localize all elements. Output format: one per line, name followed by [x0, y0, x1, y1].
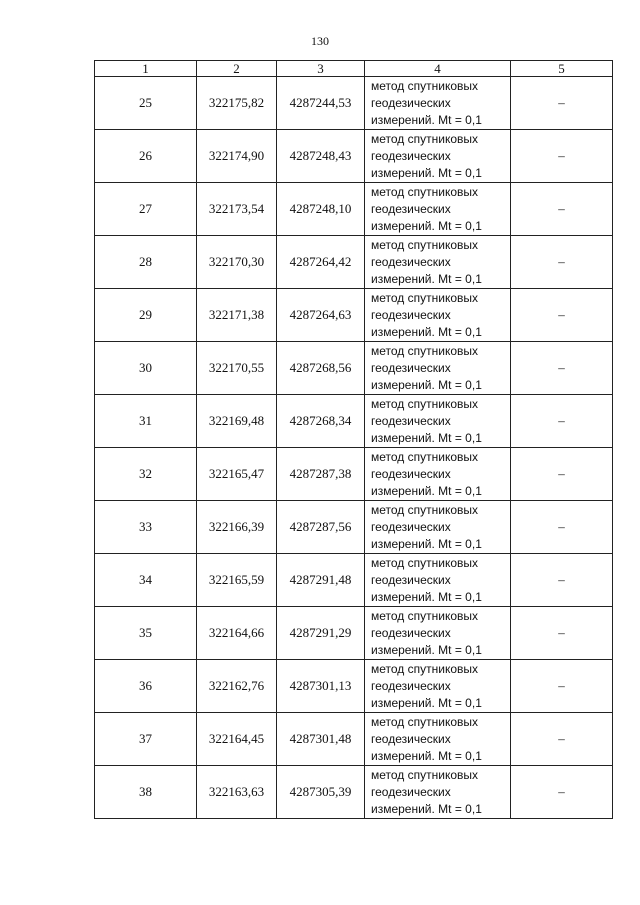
note-cell: – [511, 77, 613, 130]
point-number-cell: 35 [95, 607, 197, 660]
method-cell: метод спутниковых геодезических измерений. Mt = 0,1 [365, 554, 511, 607]
y-coordinate-cell: 4287301,48 [277, 713, 365, 766]
note-cell: – [511, 448, 613, 501]
x-coordinate-cell: 322165,47 [197, 448, 277, 501]
table-row [95, 501, 613, 554]
note-cell: – [511, 289, 613, 342]
x-coordinate-cell: 322173,54 [197, 183, 277, 236]
x-coordinate-cell: 322169,48 [197, 395, 277, 448]
point-number-cell: 36 [95, 660, 197, 713]
column-header-5: 5 [511, 61, 613, 77]
y-coordinate-cell: 4287291,29 [277, 607, 365, 660]
point-number-cell: 37 [95, 713, 197, 766]
method-cell: метод спутниковых геодезических измерений. Mt = 0,1 [365, 77, 511, 130]
page-number: 130 [311, 34, 329, 48]
y-coordinate-cell: 4287305,39 [277, 766, 365, 819]
table-row [95, 289, 613, 342]
column-header-1: 1 [95, 61, 197, 77]
note-cell: – [511, 183, 613, 236]
table-body [95, 77, 613, 819]
y-coordinate-cell: 4287287,38 [277, 448, 365, 501]
note-cell: – [511, 554, 613, 607]
table-row [95, 183, 613, 236]
table-row [95, 342, 613, 395]
method-cell: метод спутниковых геодезических измерений. Mt = 0,1 [365, 501, 511, 554]
y-coordinate-cell: 4287264,63 [277, 289, 365, 342]
point-number-cell: 26 [95, 130, 197, 183]
y-coordinate-cell: 4287248,10 [277, 183, 365, 236]
x-coordinate-cell: 322163,63 [197, 766, 277, 819]
point-number-cell: 31 [95, 395, 197, 448]
x-coordinate-cell: 322174,90 [197, 130, 277, 183]
column-header-2: 2 [197, 61, 277, 77]
point-number-cell: 32 [95, 448, 197, 501]
point-number-cell: 25 [95, 77, 197, 130]
method-cell: метод спутниковых геодезических измерений. Mt = 0,1 [365, 713, 511, 766]
point-number-cell: 28 [95, 236, 197, 289]
coordinates-table [94, 60, 613, 819]
y-coordinate-cell: 4287244,53 [277, 77, 365, 130]
method-cell: метод спутниковых геодезических измерений. Mt = 0,1 [365, 607, 511, 660]
y-coordinate-cell: 4287301,13 [277, 660, 365, 713]
note-cell: – [511, 660, 613, 713]
y-coordinate-cell: 4287268,56 [277, 342, 365, 395]
y-coordinate-cell: 4287264,42 [277, 236, 365, 289]
note-cell: – [511, 607, 613, 660]
method-cell: метод спутниковых геодезических измерений. Mt = 0,1 [365, 183, 511, 236]
point-number-cell: 29 [95, 289, 197, 342]
x-coordinate-cell: 322164,66 [197, 607, 277, 660]
method-cell: метод спутниковых геодезических измерений. Mt = 0,1 [365, 342, 511, 395]
method-cell: метод спутниковых геодезических измерений. Mt = 0,1 [365, 766, 511, 819]
method-cell: метод спутниковых геодезических измерений. Mt = 0,1 [365, 395, 511, 448]
x-coordinate-cell: 322166,39 [197, 501, 277, 554]
method-cell: метод спутниковых геодезических измерений. Mt = 0,1 [365, 130, 511, 183]
column-header-4: 4 [365, 61, 511, 77]
note-cell: – [511, 342, 613, 395]
table-row [95, 607, 613, 660]
point-number-cell: 30 [95, 342, 197, 395]
table-row [95, 130, 613, 183]
table-row [95, 713, 613, 766]
note-cell: – [511, 395, 613, 448]
x-coordinate-cell: 322162,76 [197, 660, 277, 713]
x-coordinate-cell: 322164,45 [197, 713, 277, 766]
point-number-cell: 27 [95, 183, 197, 236]
table-row [95, 448, 613, 501]
note-cell: – [511, 236, 613, 289]
x-coordinate-cell: 322165,59 [197, 554, 277, 607]
note-cell: – [511, 713, 613, 766]
x-coordinate-cell: 322170,30 [197, 236, 277, 289]
column-header-3: 3 [277, 61, 365, 77]
x-coordinate-cell: 322170,55 [197, 342, 277, 395]
table-row [95, 77, 613, 130]
table-row [95, 395, 613, 448]
note-cell: – [511, 766, 613, 819]
note-cell: – [511, 130, 613, 183]
table-row [95, 554, 613, 607]
y-coordinate-cell: 4287248,43 [277, 130, 365, 183]
table-row [95, 660, 613, 713]
point-number-cell: 33 [95, 501, 197, 554]
method-cell: метод спутниковых геодезических измерений. Mt = 0,1 [365, 289, 511, 342]
x-coordinate-cell: 322171,38 [197, 289, 277, 342]
table-row [95, 766, 613, 819]
method-cell: метод спутниковых геодезических измерений. Mt = 0,1 [365, 236, 511, 289]
y-coordinate-cell: 4287268,34 [277, 395, 365, 448]
y-coordinate-cell: 4287287,56 [277, 501, 365, 554]
point-number-cell: 34 [95, 554, 197, 607]
x-coordinate-cell: 322175,82 [197, 77, 277, 130]
method-cell: метод спутниковых геодезических измерений. Mt = 0,1 [365, 660, 511, 713]
method-cell: метод спутниковых геодезических измерений. Mt = 0,1 [365, 448, 511, 501]
y-coordinate-cell: 4287291,48 [277, 554, 365, 607]
point-number-cell: 38 [95, 766, 197, 819]
table-row [95, 236, 613, 289]
table-header-row [95, 61, 613, 77]
note-cell: – [511, 501, 613, 554]
